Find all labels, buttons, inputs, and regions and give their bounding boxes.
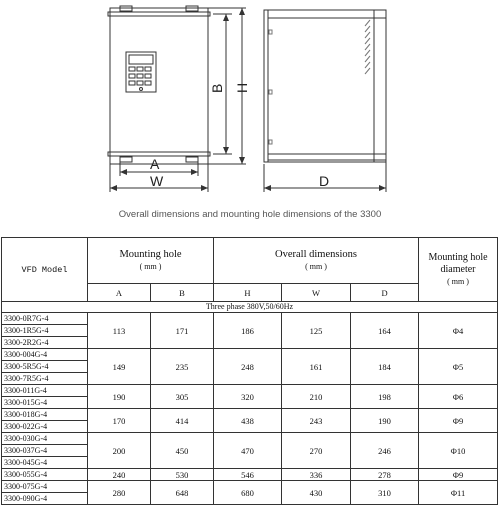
subheader-h: H <box>214 284 282 302</box>
value-cell-d: 190 <box>351 409 419 433</box>
dimension-table-body <box>2 302 498 505</box>
value-cell-dia: Φ9 <box>419 469 498 481</box>
header-hole-diameter-unit: ( mm ) <box>447 276 469 286</box>
value-cell-w: 125 <box>282 313 351 349</box>
value-cell-b: 414 <box>151 409 214 433</box>
value-cell-a: 113 <box>88 313 151 349</box>
value-cell-w: 161 <box>282 349 351 385</box>
model-cell: 3300-055G-4 <box>2 469 88 481</box>
value-cell-b: 171 <box>151 313 214 349</box>
model-cell: 3300-018G-4 <box>2 409 88 421</box>
value-cell-a: 280 <box>88 481 151 505</box>
model-cell: 3300-090G-4 <box>2 493 88 505</box>
table-row <box>2 433 498 445</box>
model-cell: 3300-5R5G-4 <box>2 361 88 373</box>
header-hole-diameter-title: Mounting hole diameter <box>428 251 488 275</box>
model-cell: 3300-045G-4 <box>2 457 88 469</box>
value-cell-d: 310 <box>351 481 419 505</box>
value-cell-b: 530 <box>151 469 214 481</box>
value-cell-a: 149 <box>88 349 151 385</box>
value-cell-w: 336 <box>282 469 351 481</box>
header-overall-unit: ( mm ) <box>305 261 327 271</box>
value-cell-w: 210 <box>282 385 351 409</box>
model-cell: 3300-2R2G-4 <box>2 337 88 349</box>
header-mounting-hole-title: Mounting hole <box>119 248 182 260</box>
value-cell-h: 438 <box>214 409 282 433</box>
table-row <box>2 313 498 325</box>
value-cell-a: 170 <box>88 409 151 433</box>
header-mounting-hole-unit: ( mm ) <box>139 261 162 271</box>
header-overall-dimensions <box>214 238 419 284</box>
value-cell-b: 305 <box>151 385 214 409</box>
phase-row: Three phase 380V,50/60Hz <box>2 302 498 313</box>
dimension-table <box>1 237 498 505</box>
value-cell-w: 270 <box>282 433 351 469</box>
dim-label-h: H <box>234 82 250 93</box>
model-cell: 3300-075G-4 <box>2 481 88 493</box>
value-cell-a: 200 <box>88 433 151 469</box>
dim-label-w: W <box>150 173 164 189</box>
dimension-drawing <box>0 0 500 205</box>
value-cell-b: 235 <box>151 349 214 385</box>
value-cell-dia: Φ10 <box>419 433 498 469</box>
header-hole-diameter <box>419 238 498 302</box>
figure-caption: Overall dimensions and mounting hole dimensions of the 3300 <box>118 209 382 220</box>
value-cell-b: 450 <box>151 433 214 469</box>
model-cell: 3300-037G-4 <box>2 445 88 457</box>
value-cell-h: 680 <box>214 481 282 505</box>
value-cell-h: 248 <box>214 349 282 385</box>
value-cell-w: 430 <box>282 481 351 505</box>
model-cell: 3300-030G-4 <box>2 433 88 445</box>
value-cell-dia: Φ5 <box>419 349 498 385</box>
table-row <box>2 385 498 397</box>
value-cell-d: 164 <box>351 313 419 349</box>
value-cell-d: 198 <box>351 385 419 409</box>
model-cell: 3300-011G-4 <box>2 385 88 397</box>
subheader-b: B <box>151 284 214 302</box>
value-cell-a: 240 <box>88 469 151 481</box>
table-row <box>2 349 498 361</box>
value-cell-w: 243 <box>282 409 351 433</box>
value-cell-dia: Φ4 <box>419 313 498 349</box>
dim-label-d: D <box>319 173 330 189</box>
value-cell-d: 246 <box>351 433 419 469</box>
value-cell-dia: Φ9 <box>419 409 498 433</box>
header-mounting-hole <box>88 238 214 284</box>
value-cell-h: 186 <box>214 313 282 349</box>
table-row <box>2 469 498 481</box>
header-overall-title: Overall dimensions <box>275 248 357 260</box>
value-cell-d: 278 <box>351 469 419 481</box>
model-cell: 3300-004G-4 <box>2 349 88 361</box>
table-row <box>2 481 498 493</box>
value-cell-dia: Φ6 <box>419 385 498 409</box>
value-cell-h: 320 <box>214 385 282 409</box>
table-row <box>2 409 498 421</box>
value-cell-b: 648 <box>151 481 214 505</box>
subheader-a: A <box>88 284 151 302</box>
value-cell-h: 546 <box>214 469 282 481</box>
dim-label-b: B <box>209 83 225 93</box>
model-cell: 3300-7R5G-4 <box>2 373 88 385</box>
model-cell: 3300-015G-4 <box>2 397 88 409</box>
value-cell-d: 184 <box>351 349 419 385</box>
header-vfd-model: VFD Model <box>2 238 88 302</box>
subheader-d: D <box>351 284 419 302</box>
subheader-w: W <box>282 284 351 302</box>
value-cell-a: 190 <box>88 385 151 409</box>
value-cell-h: 470 <box>214 433 282 469</box>
model-cell: 3300-0R7G-4 <box>2 313 88 325</box>
model-cell: 3300-022G-4 <box>2 421 88 433</box>
value-cell-dia: Φ11 <box>419 481 498 505</box>
model-cell: 3300-1R5G-4 <box>2 325 88 337</box>
dim-label-a: A <box>150 156 160 172</box>
